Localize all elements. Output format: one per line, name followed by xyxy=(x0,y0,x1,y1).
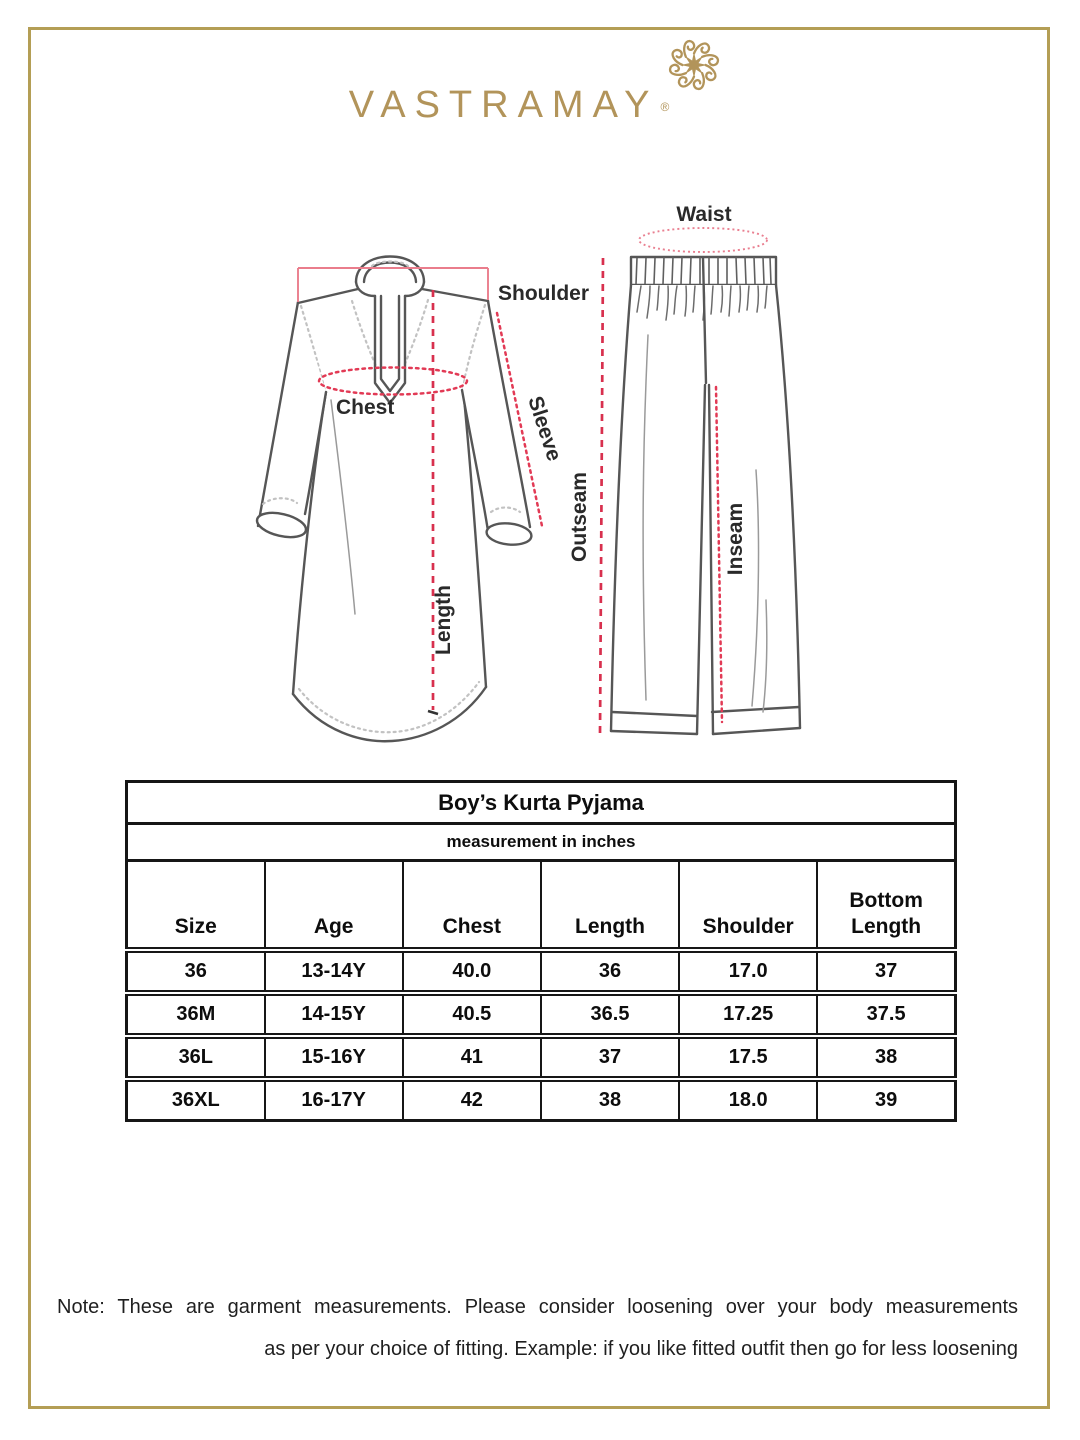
pyjama-sketch xyxy=(611,257,800,734)
cell-shoulder: 17.0 xyxy=(679,950,817,993)
table-subtitle: measurement in inches xyxy=(127,824,956,861)
cell-bottom-length: 39 xyxy=(817,1079,955,1121)
cell-bottom-length: 37.5 xyxy=(817,993,955,1036)
table-title: Boy’s Kurta Pyjama xyxy=(127,782,956,824)
cell-length: 36.5 xyxy=(541,993,679,1036)
cell-length: 36 xyxy=(541,950,679,993)
col-header-shoulder: Shoulder xyxy=(679,861,817,951)
shoulder-label: Shoulder xyxy=(498,282,590,305)
cell-length: 38 xyxy=(541,1079,679,1121)
brand-wordmark: VASTRAMAY xyxy=(348,84,659,126)
length-label: Length xyxy=(432,585,455,655)
cell-age: 16-17Y xyxy=(265,1079,403,1121)
cell-chest: 40.5 xyxy=(403,993,541,1036)
cell-size: 36L xyxy=(127,1036,265,1079)
cell-age: 15-16Y xyxy=(265,1036,403,1079)
outseam-measure-line xyxy=(600,258,603,734)
col-header-bottom-length: Bottom Length xyxy=(817,861,955,951)
table-header-row xyxy=(127,861,956,951)
size-chart-table xyxy=(125,780,957,1122)
cell-age: 14-15Y xyxy=(265,993,403,1036)
waist-label: Waist xyxy=(676,203,732,226)
cell-shoulder: 18.0 xyxy=(679,1079,817,1121)
cell-age: 13-14Y xyxy=(265,950,403,993)
size-chart-section xyxy=(125,780,957,1122)
cell-chest: 40.0 xyxy=(403,950,541,993)
inseam-label: Inseam xyxy=(724,502,747,576)
cell-bottom-length: 37 xyxy=(817,950,955,993)
cell-chest: 41 xyxy=(403,1036,541,1079)
table-row xyxy=(127,1036,956,1079)
cell-shoulder: 17.5 xyxy=(679,1036,817,1079)
col-header-chest: Chest xyxy=(403,861,541,951)
col-header-size: Size xyxy=(174,914,217,938)
col-header-length: Length xyxy=(541,861,679,951)
note-line-1: Note: These are garment measurements. Please consider loosening over your body measurements xyxy=(57,1296,1018,1318)
note-text xyxy=(57,1294,1018,1362)
table-row xyxy=(127,1079,956,1121)
cell-chest: 42 xyxy=(403,1079,541,1121)
kurta-sketch xyxy=(255,257,533,742)
col-header-age: Age xyxy=(265,861,403,951)
note-line-2: as per your choice of fitting. Example: if you like fitted outfit then go for less loosening xyxy=(264,1338,1018,1360)
table-row xyxy=(127,950,956,993)
cell-bottom-length: 38 xyxy=(817,1036,955,1079)
sleeve-label: Sleeve xyxy=(523,393,566,464)
cell-size: 36M xyxy=(127,993,265,1036)
table-row xyxy=(127,993,956,1036)
chest-label: Chest xyxy=(336,396,395,419)
cell-shoulder: 17.25 xyxy=(679,993,817,1036)
waist-measure-line xyxy=(639,228,767,252)
cell-size: 36XL xyxy=(127,1079,265,1121)
outseam-label: Outseam xyxy=(568,472,591,562)
registered-trademark-icon: ® xyxy=(660,100,670,114)
cell-size: 36 xyxy=(127,950,265,993)
cell-length: 37 xyxy=(541,1036,679,1079)
